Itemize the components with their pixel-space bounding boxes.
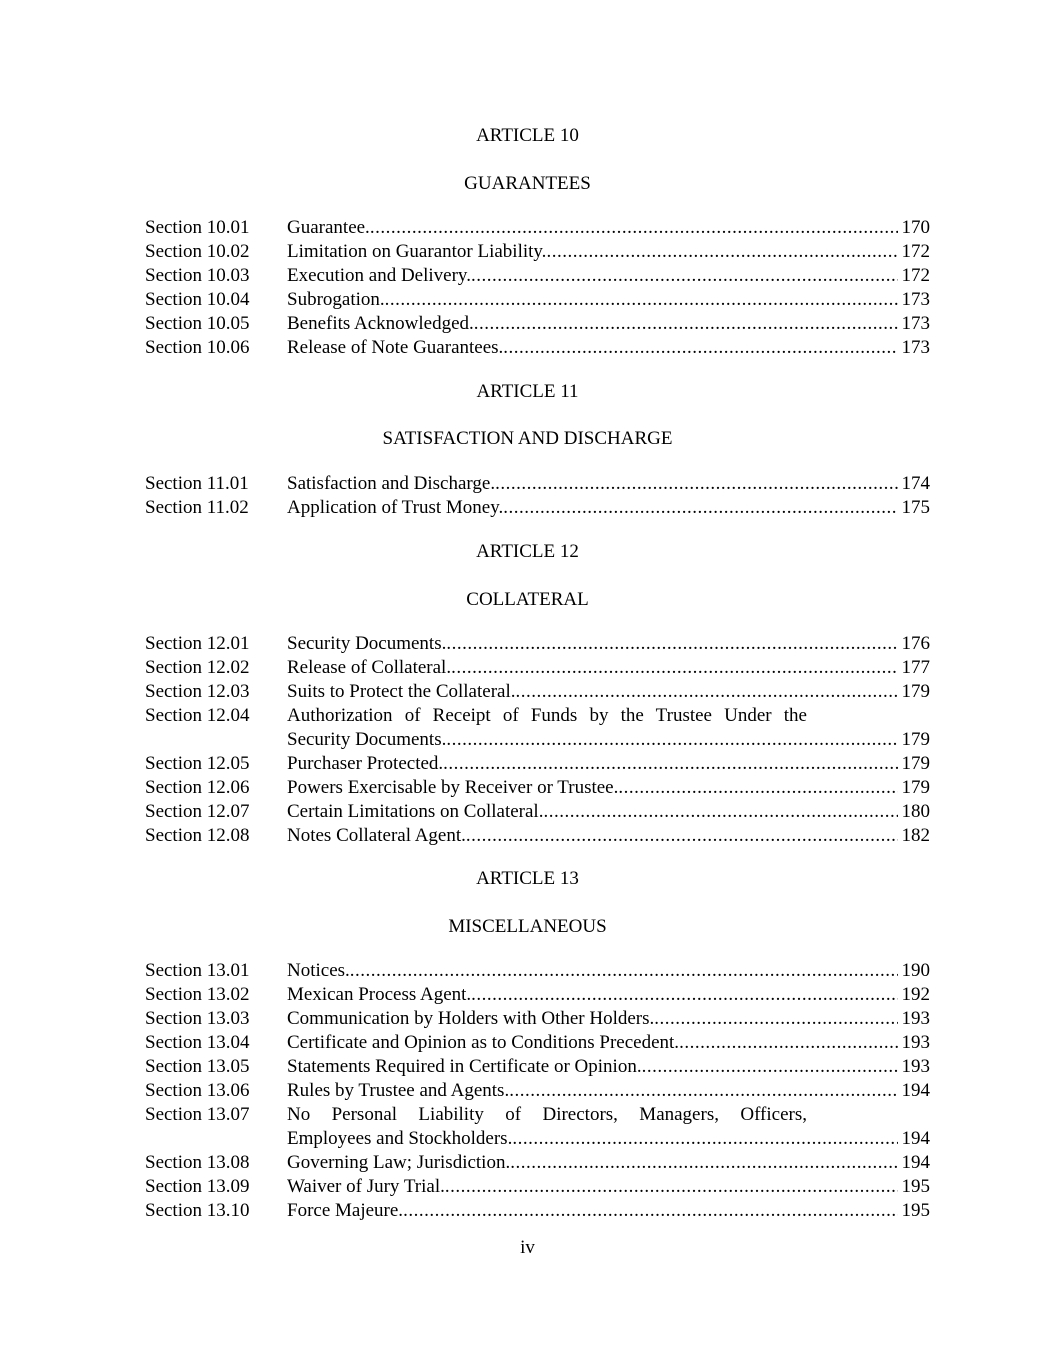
section-number: Section 12.06 <box>145 777 250 798</box>
section-title: Security Documents. <box>287 729 447 750</box>
article-label: ARTICLE 12 <box>476 541 579 562</box>
section-title: Force Majeure. <box>287 1200 404 1221</box>
dot-leader <box>654 1007 897 1031</box>
toc-entry-continuation[interactable] <box>145 1127 930 1151</box>
section-title: Statements Required in Certificate or Opinion. <box>287 1056 642 1077</box>
toc-entry[interactable] <box>145 824 930 848</box>
dot-leader <box>466 824 898 848</box>
article-heading: GUARANTEES <box>464 173 591 194</box>
page-ref: 193 <box>901 1056 930 1077</box>
page-ref: 175 <box>901 497 930 518</box>
page-ref: 194 <box>901 1152 930 1173</box>
toc-entry[interactable] <box>145 959 930 983</box>
section-title: Subrogation. <box>287 289 385 310</box>
dot-leader <box>446 632 897 656</box>
page-ref: 195 <box>901 1200 930 1221</box>
section-number: Section 12.02 <box>145 657 250 678</box>
section-number: Section 11.02 <box>145 497 249 518</box>
section-title: Security Documents. <box>287 633 447 654</box>
toc-entry[interactable] <box>145 216 930 240</box>
dot-leader <box>510 1151 897 1175</box>
toc-entry[interactable] <box>145 680 930 704</box>
section-number: Section 13.03 <box>145 1008 250 1029</box>
section-title: Communication by Holders with Other Holders. <box>287 1008 655 1029</box>
page-ref: 190 <box>901 960 930 981</box>
section-number: Section 13.05 <box>145 1056 250 1077</box>
section-title: Notes Collateral Agent. <box>287 825 466 846</box>
section-title: Waiver of Jury Trial. <box>287 1176 445 1197</box>
section-number: Section 13.07 <box>145 1104 250 1125</box>
toc-entry[interactable] <box>145 752 930 776</box>
page-ref: 173 <box>901 337 930 358</box>
page-ref: 194 <box>901 1080 930 1101</box>
page-ref: 170 <box>901 217 930 238</box>
page-ref: 179 <box>901 729 930 750</box>
dot-leader <box>503 496 897 520</box>
section-title: Notices. <box>287 960 350 981</box>
page-ref: 182 <box>901 825 930 846</box>
toc-entry[interactable] <box>145 264 930 288</box>
dot-leader <box>516 680 898 704</box>
section-title-line1: Authorization of Receipt of Funds by the Trustee Under the <box>287 705 807 726</box>
toc-entry[interactable] <box>145 1007 930 1031</box>
section-number: Section 10.02 <box>145 241 250 262</box>
dot-leader <box>642 1055 898 1079</box>
section-title: Purchaser Protected. <box>287 753 444 774</box>
page-ref: 179 <box>901 777 930 798</box>
section-number: Section 10.03 <box>145 265 250 286</box>
dot-leader <box>503 336 897 360</box>
dot-leader <box>350 959 898 983</box>
section-title: Suits to Protect the Collateral. <box>287 681 516 702</box>
section-number: Section 13.04 <box>145 1032 250 1053</box>
page-ref: 195 <box>901 1176 930 1197</box>
dot-leader <box>370 216 898 240</box>
toc-entry[interactable] <box>145 240 930 264</box>
toc-entry[interactable] <box>145 632 930 656</box>
article-heading: SATISFACTION AND DISCHARGE <box>382 428 673 449</box>
dot-leader <box>512 1127 897 1151</box>
section-number: Section 10.04 <box>145 289 250 310</box>
toc-entry[interactable] <box>145 1175 930 1199</box>
dot-leader <box>443 752 897 776</box>
section-title: Release of Collateral. <box>287 657 452 678</box>
toc-entry-continuation[interactable] <box>145 728 930 752</box>
dot-leader <box>445 1175 898 1199</box>
dot-leader <box>385 288 898 312</box>
page-ref: 179 <box>901 681 930 702</box>
page-number: iv <box>520 1237 535 1258</box>
section-number: Section 13.02 <box>145 984 250 1005</box>
toc-entry[interactable] <box>145 1199 930 1223</box>
section-title: Certain Limitations on Collateral. <box>287 801 544 822</box>
page-ref: 172 <box>901 241 930 262</box>
section-title: Rules by Trustee and Agents. <box>287 1080 510 1101</box>
page-ref: 179 <box>901 753 930 774</box>
page-ref: 173 <box>901 289 930 310</box>
toc-entry[interactable] <box>145 288 930 312</box>
section-title: Powers Exercisable by Receiver or Trustee. <box>287 777 619 798</box>
page-ref: 194 <box>901 1128 930 1149</box>
toc-entry[interactable] <box>145 1103 930 1127</box>
toc-entry[interactable] <box>145 656 930 680</box>
section-number: Section 13.06 <box>145 1080 250 1101</box>
dot-leader <box>451 656 897 680</box>
toc-entry[interactable] <box>145 1079 930 1103</box>
article-heading: COLLATERAL <box>466 589 589 610</box>
section-number: Section 12.05 <box>145 753 250 774</box>
toc-entry[interactable] <box>145 983 930 1007</box>
page-ref: 172 <box>901 265 930 286</box>
page-ref: 192 <box>901 984 930 1005</box>
section-number: Section 13.09 <box>145 1176 250 1197</box>
section-title: Limitation on Guarantor Liability. <box>287 241 547 262</box>
dot-leader <box>546 240 897 264</box>
section-title-line1: No Personal Liability of Directors, Managers, Officers, <box>287 1104 807 1125</box>
dot-leader <box>543 800 897 824</box>
section-number: Section 10.06 <box>145 337 250 358</box>
article-label: ARTICLE 10 <box>476 125 579 146</box>
section-number: Section 12.07 <box>145 801 250 822</box>
toc-entry[interactable] <box>145 496 930 520</box>
dot-leader <box>509 1079 897 1103</box>
page-ref: 193 <box>901 1008 930 1029</box>
page-ref: 174 <box>901 473 930 494</box>
section-title: Mexican Process Agent. <box>287 984 472 1005</box>
toc-entry[interactable] <box>145 1031 930 1055</box>
section-title: Application of Trust Money. <box>287 497 504 518</box>
section-title: Governing Law; Jurisdiction. <box>287 1152 511 1173</box>
section-title: Employees and Stockholders. <box>287 1128 513 1149</box>
article-heading: MISCELLANEOUS <box>448 916 607 937</box>
toc-entry[interactable] <box>145 336 930 360</box>
section-number: Section 13.10 <box>145 1200 250 1221</box>
page-ref: 180 <box>901 801 930 822</box>
page-ref: 176 <box>901 633 930 654</box>
section-number: Section 12.04 <box>145 705 250 726</box>
dot-leader <box>474 312 898 336</box>
dot-leader <box>471 983 897 1007</box>
dot-leader <box>446 728 897 752</box>
section-number: Section 12.03 <box>145 681 250 702</box>
section-title: Certificate and Opinion as to Conditions Precedent. <box>287 1032 680 1053</box>
toc-entry[interactable] <box>145 472 930 496</box>
toc-entry[interactable] <box>145 704 930 728</box>
dot-leader <box>471 264 898 288</box>
page-ref: 177 <box>901 657 930 678</box>
section-number: Section 11.01 <box>145 473 249 494</box>
section-number: Section 12.01 <box>145 633 250 654</box>
section-number: Section 13.08 <box>145 1152 250 1173</box>
section-number: Section 13.01 <box>145 960 250 981</box>
section-title: Satisfaction and Discharge. <box>287 473 496 494</box>
section-number: Section 10.01 <box>145 217 250 238</box>
section-number: Section 10.05 <box>145 313 250 334</box>
section-title: Guarantee. <box>287 217 370 238</box>
section-number: Section 12.08 <box>145 825 250 846</box>
article-label: ARTICLE 11 <box>476 381 579 402</box>
section-title: Benefits Acknowledged. <box>287 313 474 334</box>
toc-entry[interactable] <box>145 1055 930 1079</box>
toc-entry[interactable] <box>145 776 930 800</box>
dot-leader <box>618 776 897 800</box>
page-ref: 193 <box>901 1032 930 1053</box>
page-ref: 173 <box>901 313 930 334</box>
dot-leader <box>495 472 897 496</box>
toc-entry[interactable] <box>145 312 930 336</box>
toc-entry[interactable] <box>145 800 930 824</box>
section-title: Release of Note Guarantees. <box>287 337 504 358</box>
toc-entry[interactable] <box>145 1151 930 1175</box>
article-label: ARTICLE 13 <box>476 868 579 889</box>
dot-leader <box>403 1199 897 1223</box>
dot-leader <box>679 1031 897 1055</box>
section-title: Execution and Delivery. <box>287 265 471 286</box>
